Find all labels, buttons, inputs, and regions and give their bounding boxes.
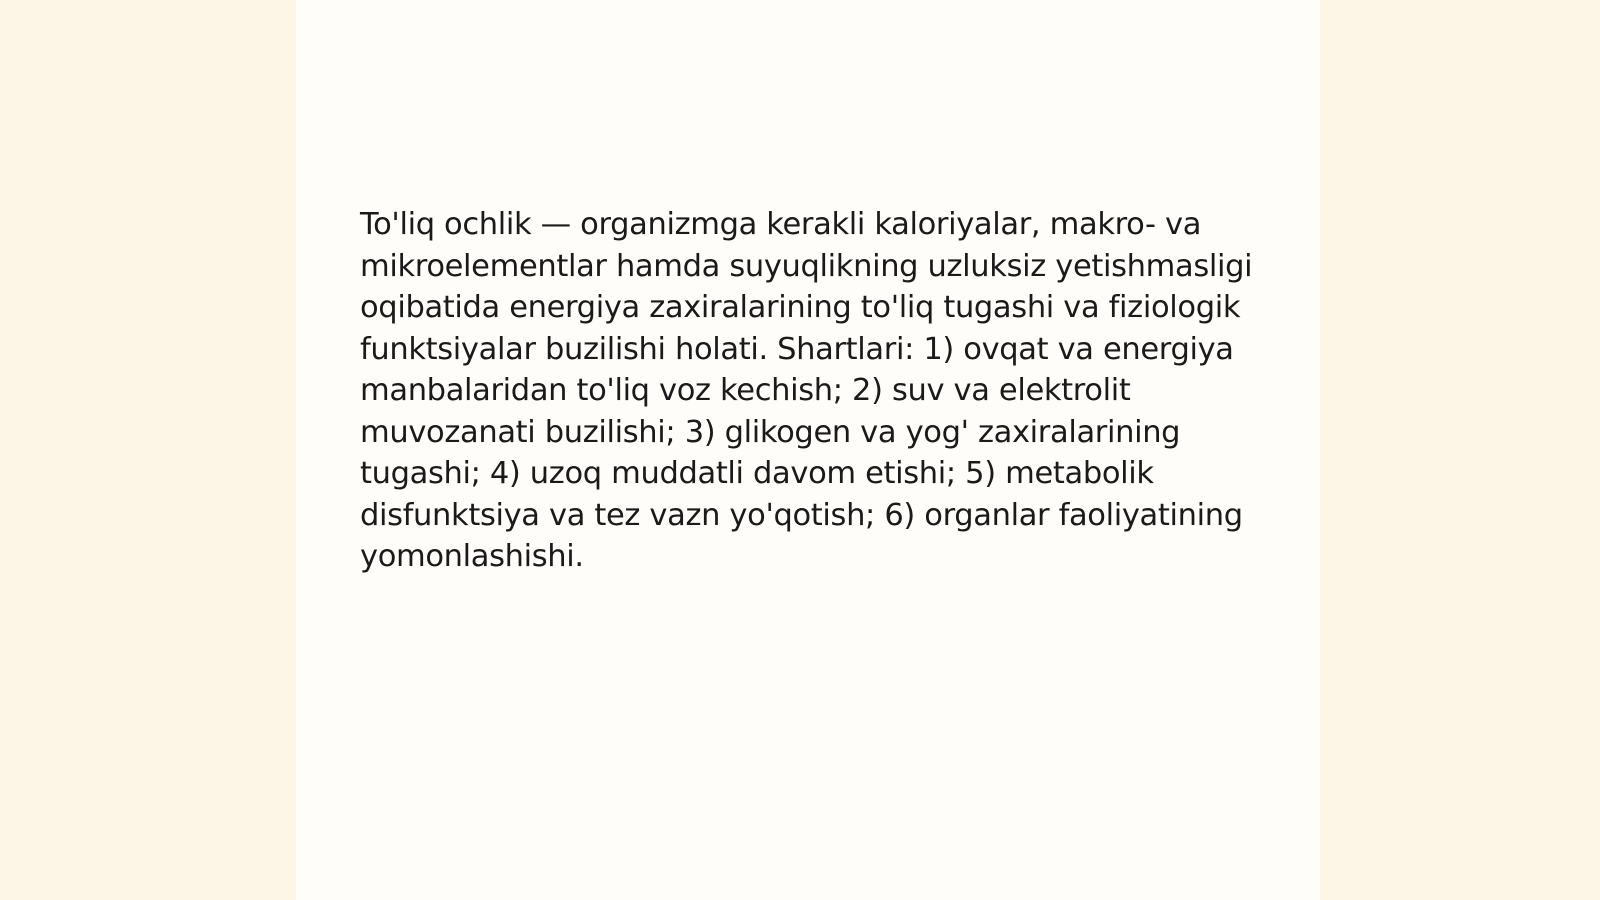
definition-paragraph: To'liq ochlik — organizmga kerakli kaloriyalar, makro- va mikroelementlar hamda suyuqlikning uzluksiz yetishmasligi oqibatida energiya zaxiralarining to'liq tugashi va fiziologik funktsiyalar buzilishi holati. Shartlari: 1) ovqat va energiya manbalaridan to'liq voz kechish; 2) suv va elektrolit muvozanati buzilishi; 3) glikogen va yog' zaxiralarining tugashi; 4) uzoq muddatli davom etishi; 5) metabolik disfunktsiya va tez vazn yo'qotish; 6) organlar faoliyatining yomonlashishi. <box>360 207 1253 574</box>
document-page <box>296 0 1320 900</box>
